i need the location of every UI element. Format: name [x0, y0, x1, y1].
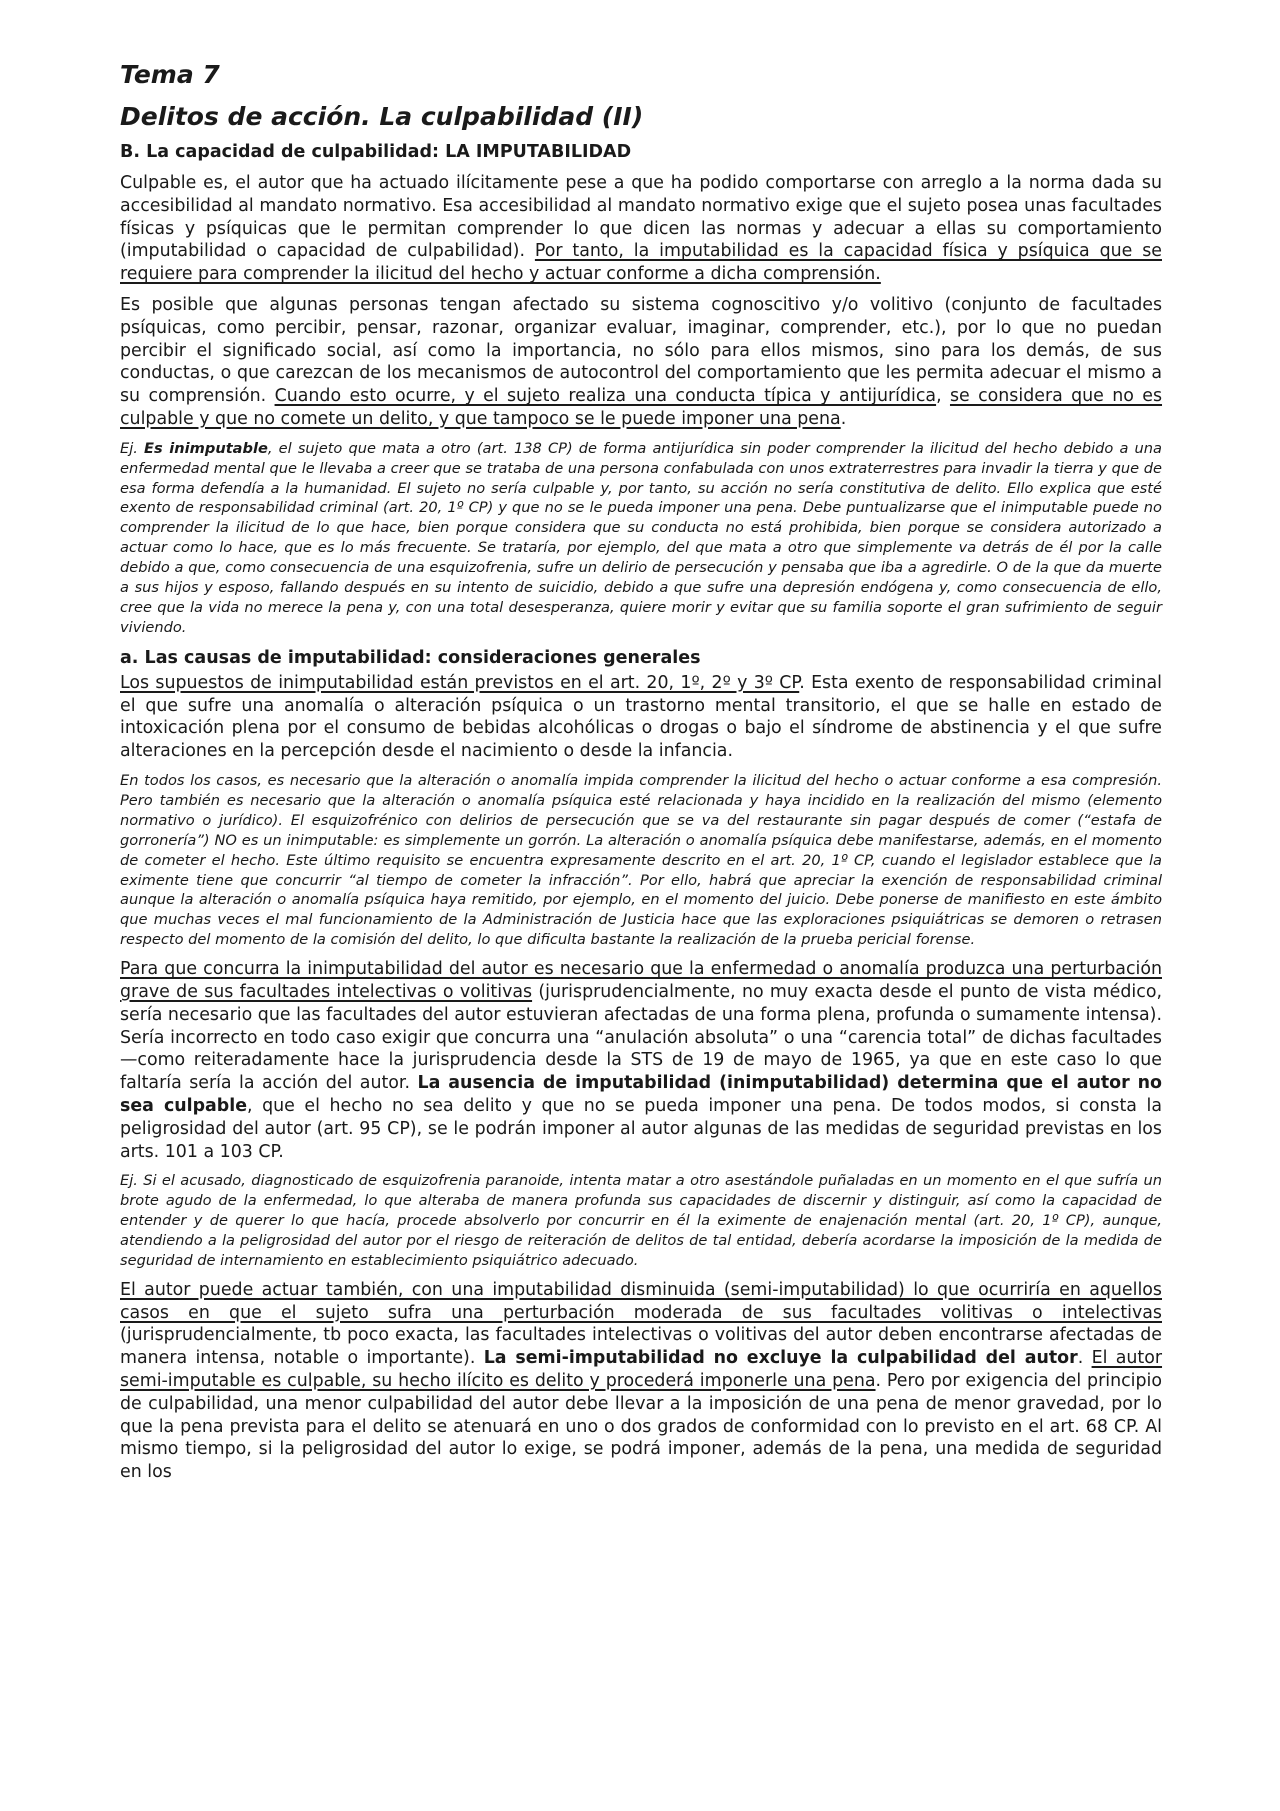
example-2-text: En todos los casos, es necesario que la alteración o anomalía impida comprender la ilicitud del hecho o actuar conforme a esa compresión. Pero también es necesario que la alteración o anomalía psíquica esté relacionada y haya incidido en la realización del mismo (elemento normativo o jurídico). El esquizofrénico con delirios de persecución que se va del restaurante sin pagar después de comer (“estafa de gorronería”) NO es un inimputable: es simplemente un gorrón. La alteración o anomalía psíquica debe manifestarse, además, en el momento de cometer el hecho. Este último requisito se encuentra expresamente descrito en el art. 20, 1º CP, cuando el legislador establece que la eximente tiene que concurrir “al tiempo de cometer la infracción”. Por ello, habrá que apreciar la exención de responsabilidad criminal aunque la alteración o anomalía psíquica haya remitido, por ejemplo, en el momento del juicio. Debe ponerse de manifiesto en este ámbito que muchas veces el mal funcionamiento de la Administración de Justicia hace que las exploraciones psiquiátricas se demoren o retrasen respecto del momento de la comisión del delito, lo que dificulta bastante la realización de la prueba pericial forense.: [120, 772, 1162, 949]
paragraph-4-bold: La ausencia de imputabilidad (inimputabilidad) determina que el autor no sea culpable: [120, 1073, 1163, 1116]
paragraph-5: [120, 1279, 1162, 1484]
paragraph-1: [120, 172, 1162, 286]
paragraph-4-underlined: Para que concurra la inimputabilidad del autor es necesario que la enfermedad o anomalía produzca una perturbación grave de sus facultades intelectivas o volitivas: [120, 959, 1162, 1002]
paragraph-2-underlined-1: Cuando esto ocurre, y el sujeto realiza una conducta típica y antijurídica: [274, 386, 937, 407]
document-title: Delitos de acción. La culpabilidad (II): [120, 102, 644, 131]
paragraph-4-text: (jurisprudencialmente, no muy exacta desde el punto de vista médico, sería necesario que las facultades del autor estuvieran afectadas de una forma plena, profunda o sumamente intensa). Sería incorrecto en todo caso exigir que concurra una “anulación absoluta” o una “carencia total” de dichas facultades —como reiteradamente hace la jurisprudencia desde la STS de 19 de mayo de 1965, ya que en este caso lo que faltaría sería la acción del autor.: [120, 981, 1162, 1094]
paragraph-1-text: Culpable es, el autor que ha actuado ilícitamente pese a que ha podido comportarse con arreglo a la norma dada su accesibilidad al mandato normativo. Esa accesibilidad al mandato normativo exige que el sujeto posea unas facultades físicas y psíquicas que le permitan comprender lo que dicen las normas y adecuar a ellas su comportamiento (imputabilidad o capacidad de culpabilidad).: [120, 173, 1162, 262]
paragraph-5-text-2: .: [1077, 1348, 1092, 1369]
example-1-lead: Ej.: [120, 439, 145, 457]
example-1-bold: Es inimputable: [144, 439, 268, 457]
example-1-text: , el sujeto que mata a otro (art. 138 CP) de forma antijurídica sin poder comprender la ilicitud del hecho debido a una enfermedad mental que le llevaba a creer que se trataba de una persona confabulada con unos extraterrestres para invadir la tierra y que de esa forma defendía a la humanidad. El sujeto no sería culpable y, por tanto, su acción no sería constitutiva de delito. Ello explica que esté exento de responsabilidad criminal (art. 20, 1º CP) y que no se le pueda imponer una pena. Debe puntualizarse que el inimputable puede no comprender la ilicitud de lo que hace, bien porque considera que su conducta no está prohibida, bien porque se considera autorizado a actuar como lo hace, que es lo más frecuente. Se trataría, por ejemplo, del que mata a otro que simplemente va detrás de él por la calle debido a que, como consecuencia de una esquizofrenia, sufre un delirio de persecución y pensaba que iba a agredirle. O de la que da muerte a sus hijos y esposo, fallando después en su intento de suicidio, debido a que sufre una depresión endógena y, como consecuencia de ello, cree que la vida no merece la pena y, con una total desesperanza, quiere morir y evitar que su familia soporte el gran sufrimiento de seguir viviendo.: [120, 439, 1162, 636]
paragraph-5-underlined: El autor puede actuar también, con una imputabilidad disminuida (semi-imputabilidad) lo que ocurriría en aquellos casos en que el sujeto sufra una perturbación moderada de sus facultades volitivas o intelectivas: [120, 1279, 1162, 1323]
section-heading-a: a. Las causas de imputabilidad: consideraciones generales: [120, 647, 701, 668]
example-2: [120, 771, 1162, 950]
example-3-text: Ej. Si el acusado, diagnosticado de esquizofrenia paranoide, intenta matar a otro asestándole puñaladas en un momento en el que sufría un brote agudo de la enfermedad, lo que alteraba de manera profunda sus capacidades de discernir y distinguir, así como la capacidad de entender y de querer lo que hacía, procede absolverlo por concurrir en él la eximente de enajenación mental (art. 20, 1º CP), aunque, atendiendo a la peligrosidad del autor por el riesgo de reiteración de delitos de tal entidad, debería acordarse la imposición de la medida de seguridad de internamiento en establecimiento psiquiátrico adecuado.: [120, 1172, 1162, 1269]
paragraph-5-underlined-2: El autor semi-imputable es culpable, su hecho ilícito es delito y procederá imponerle una pena: [120, 1348, 1163, 1392]
paragraph-1-underlined: Por tanto, la imputabilidad es la capacidad física y psíquica que se requiere para comprender la ilicitud del hecho y actuar conforme a dicha comprensión.: [120, 241, 1162, 285]
paragraph-4-text-2: , que el hecho no sea delito y que no se pueda imponer una pena. De todos modos, si consta la peligrosidad del autor (art. 95 CP), se le podrán imponer al autor algunas de las medidas de seguridad previstas en los arts. 101 a 103 CP.: [120, 1095, 1163, 1162]
paragraph-3-underlined: Los supuestos de inimputabilidad están previstos en el art. 20, 1º, 2º y 3º CP: [120, 672, 800, 693]
paragraph-2-text: Es posible que algunas personas tengan afectado su sistema cognoscitivo y/o volitivo (conjunto de facultades psíquicas, como percibir, pensar, razonar, organizar evaluar, imaginar, comprender, etc.), por lo que no puedan percibir el significado social, así como la importancia, no sólo para ellos mismos, sino para los demás, de sus conductas, o que carezcan de los mecanismos de autocontrol del comportamiento que les permita adecuar el mismo a su comprensión.: [120, 294, 1162, 407]
paragraph-2-underlined-2: se considera que no es culpable y que no comete un delito, y que tampoco se le puede imponer una pena: [120, 386, 1163, 429]
paragraph-4: [120, 958, 1162, 1163]
paragraph-5-bold: La semi-imputabilidad no excluye la culpabilidad del autor: [483, 1348, 1078, 1369]
paragraph-3-text: . Esta exento de responsabilidad criminal el que sufre una anomalía o alteración psíquica o un trastorno mental transitorio, el que se halle en estado de intoxicación plena por el consumo de bebidas alcohólicas o drogas o bajo el síndrome de abstinencia y el que sufre alteraciones en la percepción desde el nacimiento o desde la infancia.: [120, 672, 1162, 762]
topic-number: Tema 7: [120, 60, 220, 89]
example-1: [120, 439, 1162, 638]
paragraph-2: [120, 294, 1162, 431]
section-heading-b: B. La capacidad de culpabilidad: LA IMPUTABILIDAD: [120, 142, 632, 162]
paragraph-2-end: .: [840, 408, 847, 429]
example-3: [120, 1171, 1162, 1271]
paragraph-2-comma: ,: [936, 386, 950, 407]
paragraph-5-text-3: . Pero por exigencia del principio de culpabilidad, una menor culpabilidad del autor debe llevar a la imposición de una pena de menor gravedad, por lo que la pena prevista para el delito se atenuará en uno o dos grados de conformidad con lo previsto en el art. 68 CP. Al mismo tiempo, si la peligrosidad del autor lo exige, se podrá imponer, además de la pena, una medida de seguridad en los: [120, 1371, 1162, 1483]
paragraph-5-text: (jurisprudencialmente, tb poco exacta, las facultades intelectivas o volitivas del autor deben encontrarse afectadas de manera intensa, notable o importante).: [120, 1325, 1162, 1369]
paragraph-3: [120, 672, 1162, 763]
